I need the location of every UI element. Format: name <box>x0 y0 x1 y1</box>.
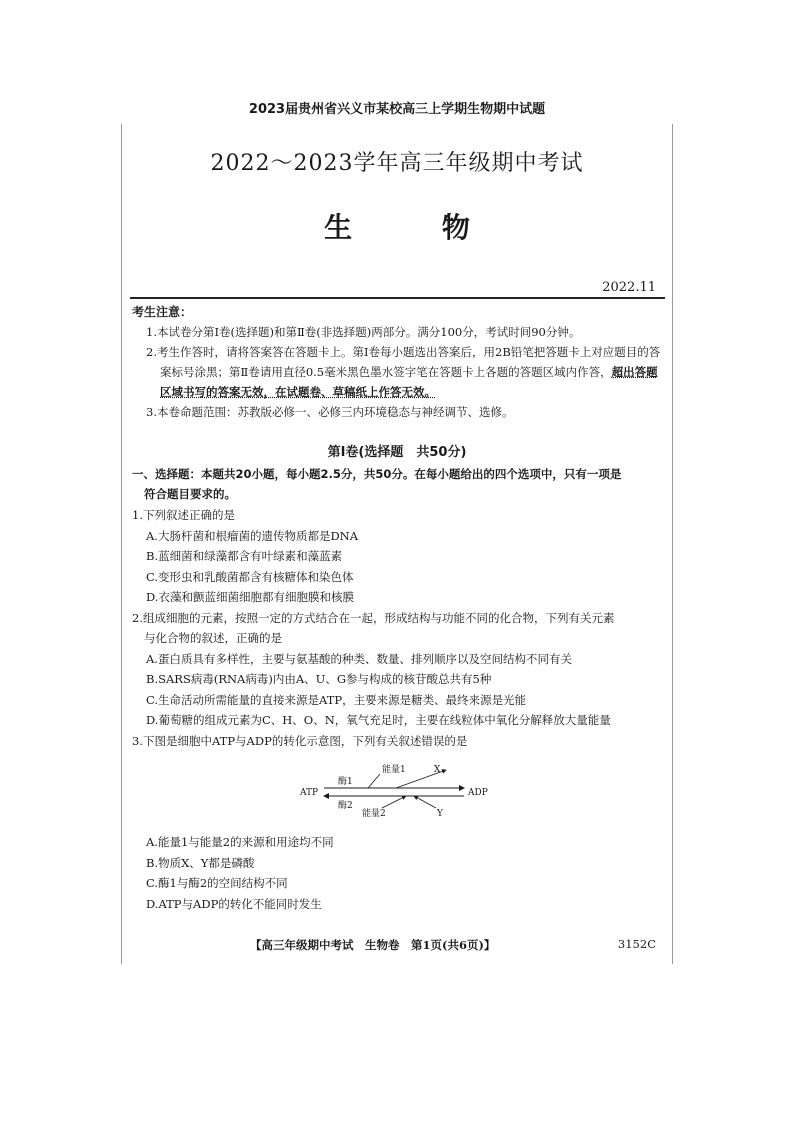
section-title: 第Ⅰ卷(选择题 共50分) <box>327 445 467 460</box>
option-b: B.SARS病毒(RNA病毒)内由A、U、G参与构成的核苷酸总共有5种 <box>146 672 492 686</box>
energy1-arrow <box>368 774 380 788</box>
subject-title: 生 物 <box>324 211 510 244</box>
option-c: C.生命活动所需能量的直接来源是ATP，主要来源是糖类、最终来源是光能 <box>146 692 527 707</box>
document-title: 2023届贵州省兴义市某校高三上学期生物期中试题 <box>248 102 546 117</box>
notice-item-text: 2.考生作答时，请将答案答在答题卡上。第Ⅰ卷每小题选出答案后，用2B铅笔把答题卡上对应题目的答案标号涂黑；第Ⅱ卷请用直径0.5毫米黑色墨水签字笔在答题卡上各题的答题区域内作答， <box>146 345 661 379</box>
option-d: D.葡萄糖的组成元素为C、H、O、N，氧气充足时，主要在线粒体中氧化分解释放大量能量 <box>146 713 611 727</box>
notice-emphasis: 超出答题区域书写的答案无效，在试题卷、草稿纸上作答无效。 <box>160 365 658 399</box>
header-rule <box>130 297 665 299</box>
notice-item <box>132 342 662 402</box>
exam-title: 2022～2023学年高三年级期中考试 <box>210 151 584 176</box>
exam-date: 2022.11 <box>602 280 656 295</box>
instruction-line: 一、选择题：本题共20小题，每小题2.5分，共50分。在每小题给出的四个选项中，只有一项是 <box>132 467 622 481</box>
option-a: A.能量1与能量2的来源和用途均不同 <box>146 835 334 849</box>
notice-item: 1.本试卷分第Ⅰ卷(选择题)和第Ⅱ卷(非选择题)两部分。满分100分，考试时间90分钟。 <box>146 325 581 339</box>
page-footer: 【高三年级期中考试 生物卷 第1页(共6页)】 <box>250 938 496 952</box>
notice-heading: 考生注意： <box>132 305 193 319</box>
option-d: D.ATP与ADP的转化不能同时发生 <box>146 896 322 911</box>
section-instruction <box>132 464 664 504</box>
question-stem: 3.下图是细胞中ATP与ADP的转化示意图，下列有关叙述错误的是 <box>132 733 468 748</box>
question-3-options <box>132 832 664 914</box>
enzyme2-label: 酶2 <box>338 801 353 811</box>
question-1 <box>132 505 664 608</box>
question-2 <box>132 608 664 731</box>
question-stem: 1.下列叙述正确的是 <box>132 508 235 522</box>
y-arrow <box>414 796 436 808</box>
y-label: Y <box>437 809 443 819</box>
energy2-arrow <box>382 796 406 808</box>
notice-item: 3.本卷命题范围：苏教版必修一、必修三内环境稳态与神经调节、选修。 <box>146 405 514 419</box>
instruction-line: 符合题目要求的。 <box>144 487 236 501</box>
atp-adp-diagram <box>296 760 496 820</box>
question-list <box>132 505 664 751</box>
option-c: C.变形虫和乳酸菌都含有核糖体和染色体 <box>146 569 354 584</box>
question-stem: 2.组成细胞的元素，按照一定的方式结合在一起，形成结构与功能不同的化合物，下列有关元素 <box>132 610 615 625</box>
question-stem-cont: 与化合物的叙述，正确的是 <box>144 631 282 645</box>
notice-block <box>132 302 662 422</box>
adp-label: ADP <box>468 788 488 798</box>
option-a: A.大肠杆菌和根瘤菌的遗传物质都是DNA <box>146 528 359 543</box>
option-b: B.蓝细菌和绿藻都含有叶绿素和藻蓝素 <box>146 549 343 563</box>
option-c: C.酶1与酶2的空间结构不同 <box>146 876 288 890</box>
x-label: X <box>434 765 441 775</box>
enzyme1-label: 酶1 <box>338 777 353 787</box>
option-a: A.蛋白质具有多样性，主要与氨基酸的种类、数量、排列顺序以及空间结构不同有关 <box>146 651 572 666</box>
option-b: B.物质X、Y都是磷酸 <box>146 855 255 870</box>
atp-label: ATP <box>300 788 319 798</box>
energy1-label: 能量1 <box>382 765 406 775</box>
question-3 <box>132 731 664 752</box>
energy2-label: 能量2 <box>362 809 386 819</box>
option-d: D.衣藻和颤蓝细菌细胞都有细胞膜和核膜 <box>146 590 354 604</box>
exam-code: 3152C <box>617 937 656 951</box>
